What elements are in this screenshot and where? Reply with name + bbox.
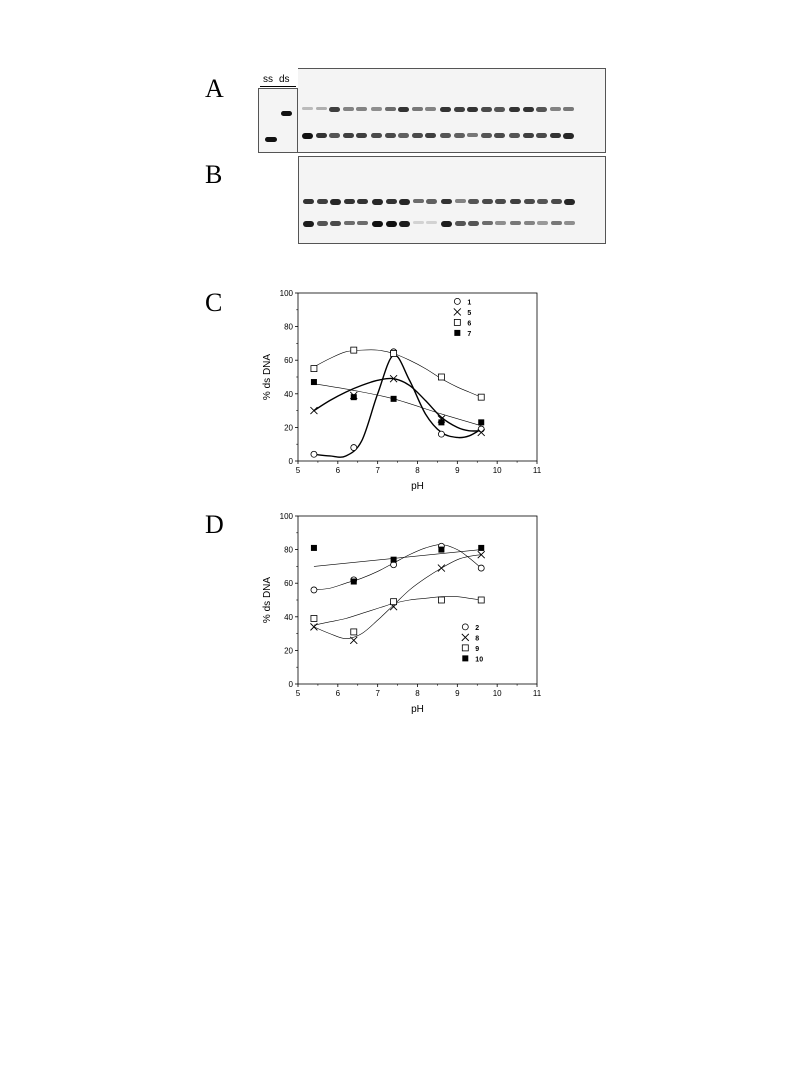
x-tick-label: 9 xyxy=(455,466,460,475)
legend-marker-series-10 xyxy=(462,655,468,661)
data-point-series-9 xyxy=(478,597,484,603)
gel-a-upper-band xyxy=(425,107,436,111)
gel-b-upper-band xyxy=(303,199,314,204)
legend-label-series-7: 7 xyxy=(467,330,472,338)
gel-a-upper-band xyxy=(494,107,505,112)
y-axis-label: % ds DNA xyxy=(262,576,273,624)
gel-a-lower-band xyxy=(536,133,547,138)
legend-label-series-10: 10 xyxy=(475,656,484,664)
ds-lane-label: ds xyxy=(279,74,290,85)
gel-a-lower-band xyxy=(302,133,313,139)
data-point-series-10 xyxy=(351,579,357,585)
gel-a-upper-band xyxy=(563,107,574,111)
gel-a-lower-band xyxy=(440,133,451,138)
data-point-series-9 xyxy=(351,629,357,635)
panel-label-d: D xyxy=(205,510,224,539)
data-point-series-6 xyxy=(478,394,484,400)
gel-b-upper-band xyxy=(372,199,383,205)
gel-a-upper-band xyxy=(329,107,340,112)
gel-a-lower-band xyxy=(425,133,436,138)
data-point-series-9 xyxy=(438,597,444,603)
chart-c xyxy=(240,285,550,495)
ds-band xyxy=(281,111,292,116)
legend-label-series-6: 6 xyxy=(467,320,472,328)
ss-lane-label: ss xyxy=(263,74,273,85)
x-axis-label: pH xyxy=(411,481,424,492)
data-point-series-10 xyxy=(438,547,444,553)
y-tick-label: 40 xyxy=(284,612,293,622)
fit-line-series-9 xyxy=(314,596,481,625)
gel-b-lower-band xyxy=(426,221,437,224)
legend-label-series-9: 9 xyxy=(475,645,480,653)
gel-a-upper-band xyxy=(356,107,367,111)
ss-band xyxy=(265,137,277,142)
y-tick-label: 60 xyxy=(284,356,293,366)
gel-b-lower-band xyxy=(551,221,562,225)
data-point-series-8 xyxy=(310,623,317,630)
data-point-series-8 xyxy=(350,637,357,644)
data-point-series-7 xyxy=(478,419,484,425)
gel-b-lower-band xyxy=(495,221,506,225)
legend-marker-series-5 xyxy=(454,308,461,315)
gel-b-upper-band xyxy=(386,199,397,204)
gel-a-upper-band xyxy=(316,107,327,110)
data-point-series-7 xyxy=(391,396,397,402)
y-tick-label: 60 xyxy=(284,579,293,589)
gel-b-lower-band xyxy=(455,221,466,226)
gel-b-lower-band xyxy=(303,221,314,227)
legend-label-series-2: 2 xyxy=(475,624,480,632)
data-point-series-2 xyxy=(478,565,484,571)
data-point-series-5 xyxy=(310,407,317,414)
control-gel-image xyxy=(258,88,298,153)
gel-b-upper-band xyxy=(510,199,521,204)
gel-b-upper-band xyxy=(357,199,368,204)
control-gel xyxy=(258,68,298,153)
x-tick-label: 5 xyxy=(295,689,301,698)
legend-marker-series-9 xyxy=(462,645,468,651)
y-tick-label: 100 xyxy=(279,289,293,298)
gel-a-upper-band xyxy=(398,107,409,112)
x-tick-label: 5 xyxy=(295,466,301,475)
x-tick-label: 6 xyxy=(335,466,341,475)
gel-a-image xyxy=(298,68,606,153)
gel-a-lower-band xyxy=(481,133,492,138)
legend-marker-series-2 xyxy=(462,624,468,630)
gel-a-upper-band xyxy=(536,107,547,112)
gel-b-upper-band xyxy=(468,199,479,204)
gel-b-lower-band xyxy=(330,221,341,226)
x-tick-label: 7 xyxy=(375,466,380,475)
gel-b-upper-band xyxy=(524,199,535,204)
y-tick-label: 100 xyxy=(279,512,293,521)
data-point-series-6 xyxy=(391,350,397,356)
gel-b-upper-band xyxy=(317,199,328,204)
data-point-series-1 xyxy=(438,431,444,437)
gel-b-lower-band xyxy=(537,221,548,225)
gel-a-lower-band xyxy=(509,133,520,138)
gel-a-upper-band xyxy=(550,107,561,111)
chart-d xyxy=(240,508,550,718)
fit-line-series-7 xyxy=(314,384,481,426)
gel-b-lower-band xyxy=(441,221,452,227)
gel-b-lower-band xyxy=(468,221,479,226)
gel-b-lower-band xyxy=(372,221,383,227)
data-point-series-1 xyxy=(478,426,484,432)
gel-b-lower-band xyxy=(399,221,410,227)
fit-line-series-1 xyxy=(314,355,481,457)
gel-b-lower-band xyxy=(564,221,575,225)
gel-b-upper-band xyxy=(482,199,493,204)
x-tick-label: 7 xyxy=(375,689,380,698)
gel-a-upper-band xyxy=(440,107,451,112)
gel-a-upper-band xyxy=(385,107,396,111)
gel-b-upper-band xyxy=(495,199,506,204)
data-point-series-6 xyxy=(351,347,357,353)
gel-b-lower-band xyxy=(482,221,493,225)
x-tick-label: 6 xyxy=(335,689,341,698)
gel-b-upper-band xyxy=(330,199,341,205)
data-point-series-10 xyxy=(311,545,317,551)
gel-b-upper-band xyxy=(455,199,466,203)
x-tick-label: 8 xyxy=(415,466,420,475)
gel-a-lower-band xyxy=(412,133,423,138)
gel-a-lower-band xyxy=(467,133,478,137)
gel-a-upper-band xyxy=(467,107,478,112)
gel-b-lower-band xyxy=(413,221,424,224)
control-gel-label-line xyxy=(260,86,296,87)
gel-a-upper-band xyxy=(412,107,423,111)
gel-a-lower-band xyxy=(563,133,574,139)
x-tick-label: 11 xyxy=(532,689,542,698)
gel-a-upper-band xyxy=(371,107,382,111)
fit-line-series-10 xyxy=(314,550,481,567)
gel-b-lower-band xyxy=(524,221,535,225)
x-tick-label: 10 xyxy=(492,689,502,698)
x-tick-label: 10 xyxy=(492,466,502,475)
gel-a-lower-band xyxy=(329,133,340,138)
gel-b-lower-band xyxy=(510,221,521,225)
gel-a-lower-band xyxy=(550,133,561,138)
gel-a-lower-band xyxy=(343,133,354,138)
legend-marker-series-1 xyxy=(454,298,460,304)
y-tick-label: 80 xyxy=(284,545,293,555)
gel-b-lower-band xyxy=(317,221,328,226)
data-point-series-1 xyxy=(351,445,357,451)
data-point-series-2 xyxy=(311,587,317,593)
y-tick-label: 40 xyxy=(284,389,293,399)
x-axis-label: pH xyxy=(411,704,424,715)
y-tick-label: 0 xyxy=(288,680,293,689)
data-point-series-7 xyxy=(438,419,444,425)
y-tick-label: 20 xyxy=(284,646,293,656)
y-tick-label: 0 xyxy=(288,457,293,466)
gel-a-lower-band xyxy=(454,133,465,138)
y-tick-label: 80 xyxy=(284,322,293,332)
gel-a-lower-band xyxy=(316,133,327,138)
data-point-series-7 xyxy=(351,394,357,400)
data-point-series-6 xyxy=(311,366,317,372)
gel-b-lower-band xyxy=(357,221,368,225)
gel-b-upper-band xyxy=(426,199,437,204)
gel-b-upper-band xyxy=(551,199,562,204)
panel-label-a: A xyxy=(205,74,224,103)
gel-a-lower-band xyxy=(523,133,534,138)
legend-label-series-1: 1 xyxy=(467,299,472,307)
gel-b-upper-band xyxy=(564,199,575,205)
gel-a-upper-band xyxy=(302,107,313,110)
gel-a-lower-band xyxy=(494,133,505,138)
legend-label-series-8: 8 xyxy=(475,635,480,643)
data-point-series-1 xyxy=(311,451,317,457)
gel-a-lower-band xyxy=(398,133,409,138)
gel-a-upper-band xyxy=(481,107,492,112)
gel-b-upper-band xyxy=(537,199,548,204)
y-axis-label: % ds DNA xyxy=(262,353,273,401)
gel-a-lower-band xyxy=(371,133,382,138)
gel-b-upper-band xyxy=(399,199,410,205)
plot-frame xyxy=(298,293,537,461)
panel-label-b: B xyxy=(205,160,223,189)
gel-b-lower-band xyxy=(386,221,397,227)
gel-b-lower-band xyxy=(344,221,355,225)
x-tick-label: 11 xyxy=(532,466,542,475)
gel-a-upper-band xyxy=(523,107,534,112)
plot-frame xyxy=(298,516,537,684)
gel-a-lower-band xyxy=(356,133,367,138)
data-point-series-10 xyxy=(478,545,484,551)
data-point-series-9 xyxy=(391,599,397,605)
gel-b-upper-band xyxy=(344,199,355,204)
data-point-series-6 xyxy=(438,374,444,380)
y-tick-label: 20 xyxy=(284,423,293,433)
gel-a-upper-band xyxy=(509,107,520,112)
gel-b-upper-band xyxy=(413,199,424,203)
legend-marker-series-7 xyxy=(454,330,460,336)
fit-line-series-2 xyxy=(314,545,481,590)
panel-label-c: C xyxy=(205,288,223,317)
gel-a-upper-band xyxy=(454,107,465,112)
data-point-series-7 xyxy=(311,379,317,385)
legend-marker-series-8 xyxy=(462,634,469,641)
x-tick-label: 8 xyxy=(415,689,420,698)
gel-b-upper-band xyxy=(441,199,452,204)
data-point-series-8 xyxy=(438,565,445,572)
x-tick-label: 9 xyxy=(455,689,460,698)
legend-marker-series-6 xyxy=(454,319,460,325)
gel-a-upper-band xyxy=(343,107,354,111)
gel-b-image xyxy=(298,156,606,244)
data-point-series-10 xyxy=(391,557,397,563)
legend-label-series-5: 5 xyxy=(467,309,472,317)
gel-a-lower-band xyxy=(385,133,396,138)
data-point-series-9 xyxy=(311,615,317,621)
